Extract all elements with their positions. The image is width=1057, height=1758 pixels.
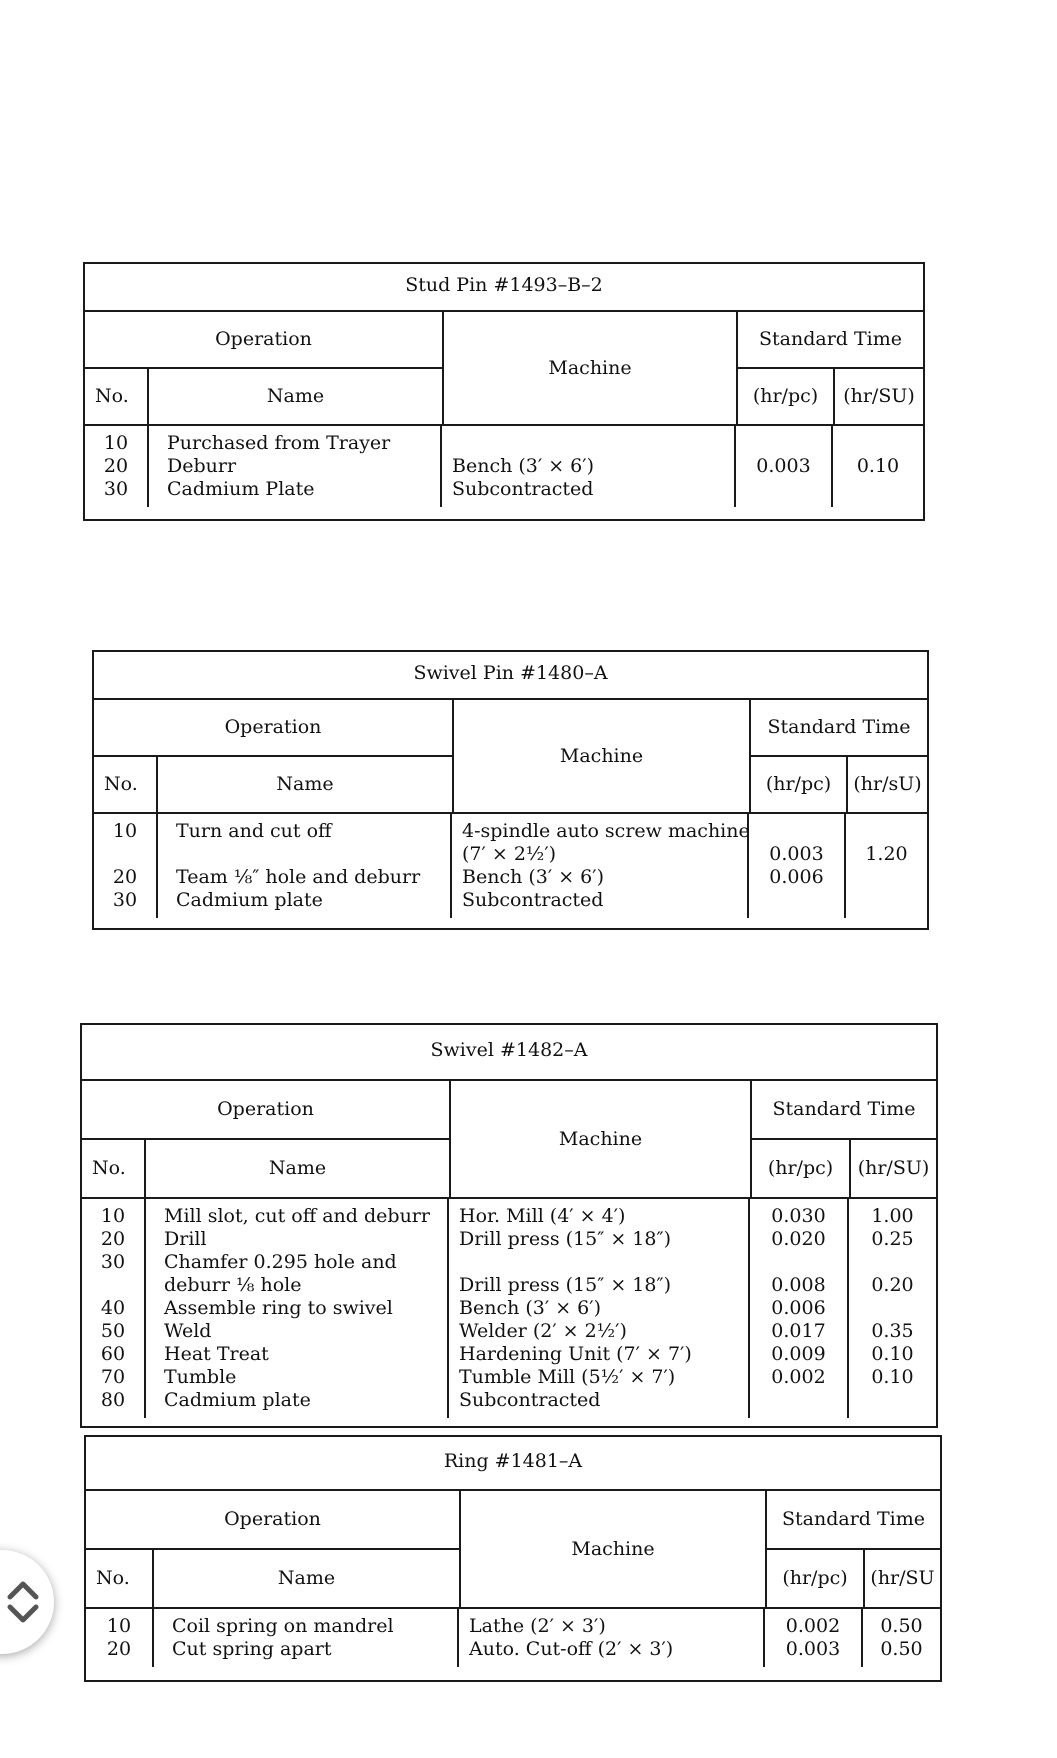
column-no <box>86 1609 154 1667</box>
cell-name: Deburr <box>167 455 237 477</box>
table-title: Ring #1481–A <box>86 1437 940 1491</box>
cell-no: 20 <box>106 1638 132 1660</box>
cell-hr-pc: 0.003 <box>756 455 811 477</box>
cell-hr-su <box>849 1251 936 1274</box>
cell-name: Heat Treat <box>164 1343 269 1365</box>
column-name <box>154 1609 459 1667</box>
standard-time-header: Standard Time <box>738 312 923 369</box>
cell-hr-su <box>849 1297 936 1320</box>
cell-no: 20 <box>100 1228 126 1250</box>
cell-no: 10 <box>103 432 129 454</box>
hr-pc-header: (hr/pc) <box>751 757 848 812</box>
standard-time-header: Standard Time <box>752 1081 936 1140</box>
column-hr-su <box>849 1199 936 1418</box>
cell-name: Purchased from Trayer <box>167 432 391 454</box>
cell-no: 20 <box>103 455 129 477</box>
cell-machine: Welder (2′ × 2½′) <box>459 1320 627 1342</box>
cell-name: Cadmium plate <box>176 889 323 911</box>
cell-hr-su: 0.10 <box>871 1343 914 1365</box>
cell-hr-su: 0.25 <box>871 1228 914 1250</box>
cell-hr-su: 0.35 <box>871 1320 914 1342</box>
machine-header: Machine <box>454 700 751 812</box>
column-no <box>82 1199 146 1418</box>
routing-table-stud-pin <box>83 262 925 521</box>
routing-table-swivel-pin <box>92 650 929 930</box>
column-hr-su <box>833 426 923 507</box>
table-title: Stud Pin #1493–B–2 <box>85 264 923 312</box>
cell-hr-su: 0.20 <box>871 1274 914 1296</box>
cell-machine: Subcontracted <box>462 889 604 911</box>
column-hr-pc <box>765 1609 863 1667</box>
cell-name: Coil spring on mandrel <box>172 1615 394 1637</box>
cell-name: Cadmium Plate <box>167 478 315 500</box>
name-header: Name <box>276 773 334 795</box>
hr-su-header: (hr/SU <box>870 1567 935 1589</box>
cell-hr-su: 1.20 <box>865 843 908 865</box>
cell-no: 30 <box>103 478 129 500</box>
cell-no: 30 <box>112 889 138 911</box>
cell-no: 20 <box>112 866 138 888</box>
cell-name: Turn and cut off <box>176 820 332 842</box>
column-hr-su <box>846 814 927 918</box>
cell-name: Cut spring apart <box>172 1638 332 1660</box>
column-machine <box>452 814 749 918</box>
cell-hr-pc: 0.003 <box>769 843 824 865</box>
hr-pc-header: (hr/pc) <box>752 1140 851 1197</box>
cell-hr-pc <box>749 820 844 843</box>
column-hr-su <box>863 1609 940 1667</box>
hr-pc-header: (hr/pc) <box>738 369 835 424</box>
cell-hr-su <box>833 432 923 455</box>
cell-name: Tumble <box>164 1366 237 1388</box>
routing-table-swivel <box>80 1023 938 1428</box>
cell-no: 60 <box>100 1343 126 1365</box>
table-body <box>85 426 923 507</box>
table-title: Swivel #1482–A <box>82 1025 936 1081</box>
column-machine <box>449 1199 750 1418</box>
cell-no: 50 <box>100 1320 126 1342</box>
machine-header: Machine <box>451 1081 752 1197</box>
column-name <box>149 426 442 507</box>
column-name <box>158 814 452 918</box>
cell-hr-pc: 0.006 <box>771 1297 826 1319</box>
cell-machine: Hor. Mill (4′ × 4′) <box>459 1205 626 1227</box>
cell-machine: Subcontracted <box>459 1389 601 1411</box>
cell-hr-pc: 0.030 <box>771 1205 826 1227</box>
cell-name: deburr ⅛ hole <box>164 1274 302 1296</box>
cell-machine: Hardening Unit (7′ × 7′) <box>459 1343 692 1365</box>
operation-header: Operation <box>94 700 452 757</box>
cell-machine: Auto. Cut-off (2′ × 3′) <box>469 1638 674 1660</box>
column-no <box>94 814 158 918</box>
no-header: No. <box>86 1550 154 1607</box>
column-name <box>146 1199 449 1418</box>
cell-hr-pc: 0.009 <box>771 1343 826 1365</box>
cell-hr-pc: 0.020 <box>771 1228 826 1250</box>
cell-hr-su <box>846 820 927 843</box>
cell-machine: Bench (3′ × 6′) <box>459 1297 601 1319</box>
cell-hr-su: 0.10 <box>871 1366 914 1388</box>
cell-machine: Drill press (15″ × 18″) <box>459 1274 671 1296</box>
column-machine <box>442 426 736 507</box>
cell-machine: Bench (3′ × 6′) <box>462 866 604 888</box>
cell-machine: (7′ × 2½′) <box>462 843 557 865</box>
cell-no <box>94 843 156 866</box>
cell-hr-su <box>846 889 927 912</box>
cell-hr-pc: 0.002 <box>771 1366 826 1388</box>
cell-hr-su <box>849 1389 936 1412</box>
cell-machine: Drill press (15″ × 18″) <box>459 1228 671 1250</box>
operation-header: Operation <box>82 1081 449 1140</box>
cell-name: Cadmium plate <box>164 1389 311 1411</box>
no-header: No. <box>94 757 158 812</box>
scroll-toggle-button[interactable] <box>0 1550 54 1654</box>
cell-hr-pc <box>749 889 844 912</box>
cell-machine <box>459 1251 748 1274</box>
cell-machine: Bench (3′ × 6′) <box>452 455 594 477</box>
cell-hr-pc: 0.006 <box>769 866 824 888</box>
cell-name: Assemble ring to swivel <box>164 1297 393 1319</box>
cell-hr-pc <box>736 478 831 501</box>
hr-pc-header: (hr/pc) <box>767 1550 865 1607</box>
name-header: Name <box>277 1567 336 1589</box>
cell-no <box>82 1274 144 1297</box>
cell-machine: Tumble Mill (5½′ × 7′) <box>459 1366 676 1388</box>
no-header: No. <box>85 369 149 424</box>
cell-hr-pc: 0.002 <box>785 1615 841 1637</box>
cell-name <box>176 843 450 866</box>
column-no <box>85 426 149 507</box>
machine-header: Machine <box>444 312 738 424</box>
cell-name: Team ⅛″ hole and deburr <box>176 866 421 888</box>
table-body <box>94 814 927 918</box>
cell-hr-su <box>833 478 923 501</box>
hr-su-header: (hr/SU) <box>857 1157 930 1179</box>
cell-hr-pc <box>750 1251 847 1274</box>
cell-hr-su: 0.50 <box>880 1615 923 1637</box>
cell-hr-pc <box>736 432 831 455</box>
column-machine <box>459 1609 765 1667</box>
cell-no: 40 <box>100 1297 126 1319</box>
operation-header: Operation <box>86 1491 459 1550</box>
cell-hr-pc: 0.017 <box>771 1320 826 1342</box>
name-header: Name <box>268 1157 327 1179</box>
hr-su-header: (hr/SU) <box>843 385 915 407</box>
no-header: No. <box>82 1140 146 1197</box>
standard-time-header: Standard Time <box>751 700 927 757</box>
cell-machine: 4-spindle auto screw machine <box>462 820 750 842</box>
table-body <box>86 1609 940 1667</box>
cell-machine: Lathe (2′ × 3′) <box>469 1615 606 1637</box>
cell-no: 30 <box>100 1251 126 1273</box>
standard-time-header: Standard Time <box>767 1491 940 1550</box>
name-header: Name <box>266 385 325 407</box>
hr-su-header: (hr/sU) <box>853 773 922 795</box>
cell-name: Mill slot, cut off and deburr <box>164 1205 430 1227</box>
cell-no: 10 <box>106 1615 132 1637</box>
cell-no: 80 <box>100 1389 126 1411</box>
operation-header: Operation <box>85 312 442 369</box>
cell-hr-su <box>846 866 927 889</box>
cell-hr-pc: 0.008 <box>771 1274 826 1296</box>
machine-header: Machine <box>461 1491 767 1607</box>
routing-table-ring <box>84 1435 942 1682</box>
cell-hr-pc <box>750 1389 847 1412</box>
cell-no: 10 <box>112 820 138 842</box>
column-hr-pc <box>736 426 833 507</box>
table-title: Swivel Pin #1480–A <box>94 652 927 700</box>
cell-no: 10 <box>100 1205 126 1227</box>
cell-no: 70 <box>100 1366 126 1388</box>
column-hr-pc <box>750 1199 849 1418</box>
cell-name: Weld <box>164 1320 212 1342</box>
cell-machine <box>452 432 734 455</box>
table-body <box>82 1199 936 1418</box>
cell-hr-su: 1.00 <box>871 1205 914 1227</box>
cell-hr-su: 0.10 <box>856 455 900 477</box>
cell-name: Drill <box>164 1228 207 1250</box>
cell-hr-su: 0.50 <box>880 1638 923 1660</box>
chevron-up-down-icon <box>6 1579 40 1625</box>
cell-hr-pc: 0.003 <box>785 1638 841 1660</box>
column-hr-pc <box>749 814 846 918</box>
cell-machine: Subcontracted <box>452 478 594 500</box>
cell-name: Chamfer 0.295 hole and <box>164 1251 397 1273</box>
